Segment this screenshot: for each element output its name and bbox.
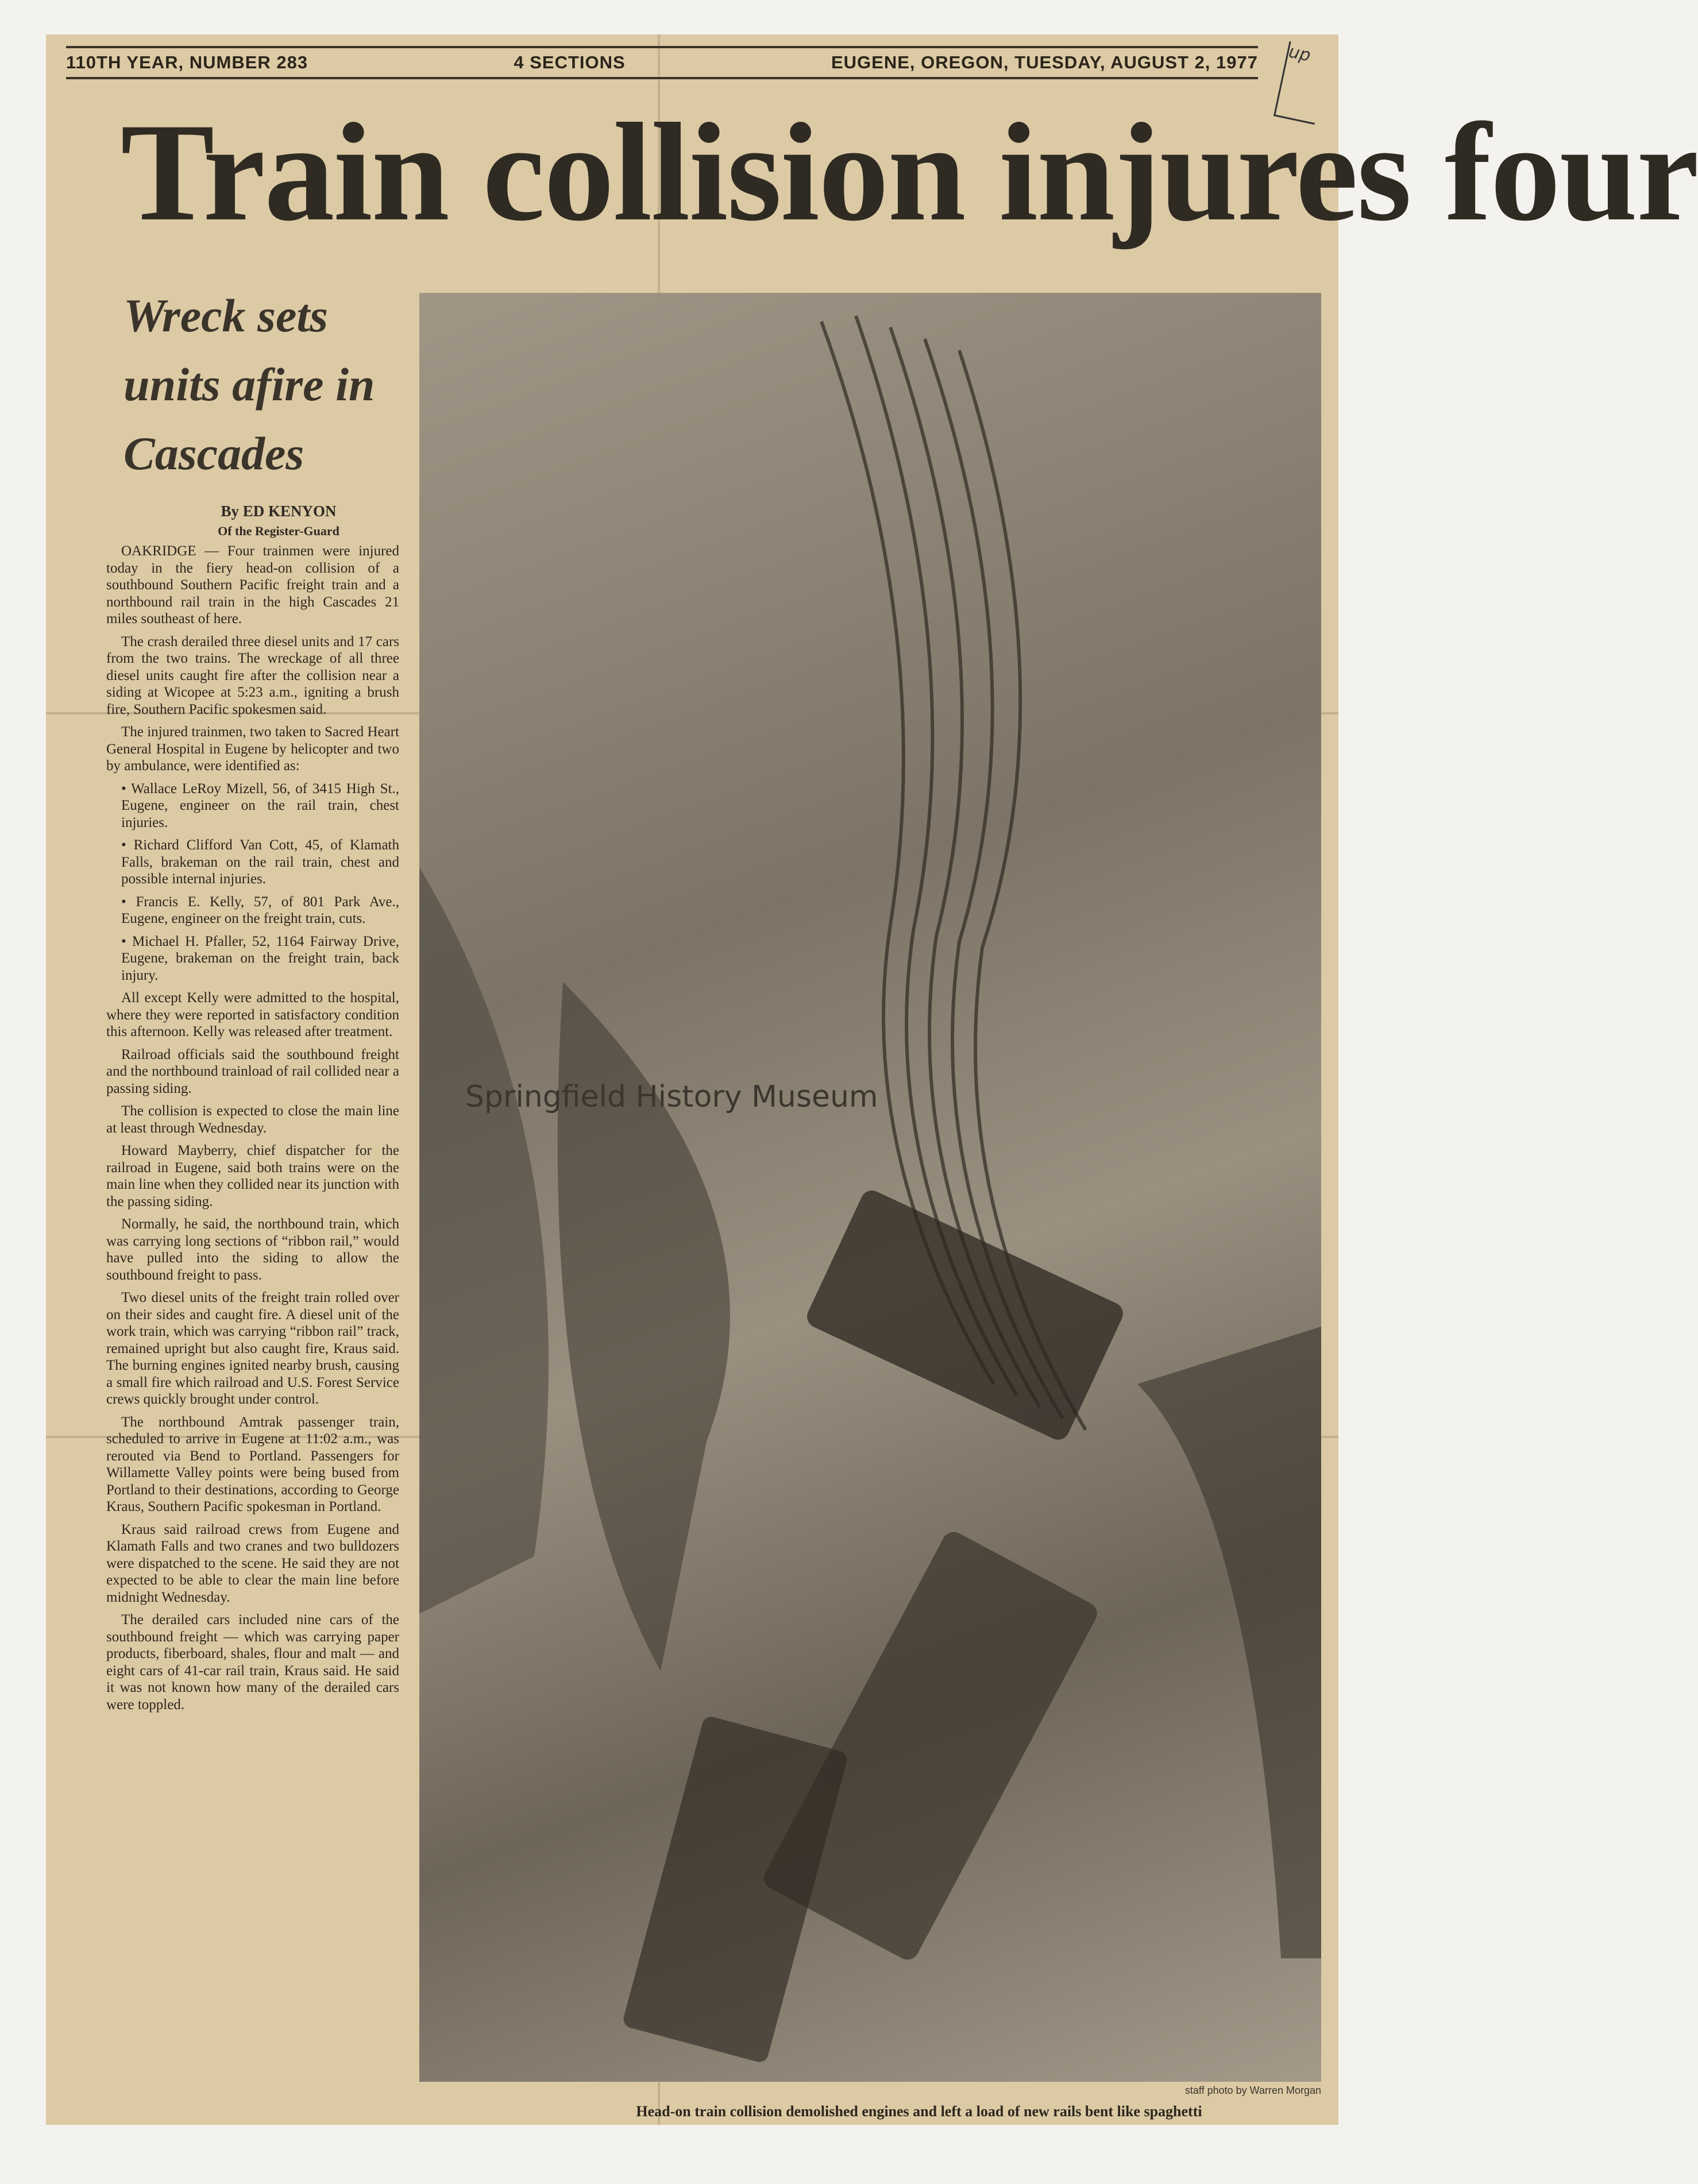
byline-affiliation: Of the Register-Guard	[218, 524, 339, 538]
masthead	[66, 46, 1258, 79]
injured-list-item: • Francis E. Kelly, 57, of 801 Park Ave., Eugene, engineer on the freight train, cuts.	[121, 894, 399, 926]
injured-list-item: • Wallace LeRoy Mizell, 56, of 3415 High St., Eugene, engineer on the rail train, chest injuries.	[121, 780, 399, 830]
article-paragraph: Railroad officials said the southbound freight and the northbound trainload of rail collided near a passing siding.	[106, 1046, 399, 1096]
wreck-photo	[419, 293, 1321, 2082]
article-paragraph: The crash derailed three diesel units and 17 cars from the two trains. The wreckage of all three diesel units caught fire after the collision near a siding at Wicopee at 5:23 a.m., igniting a brush fire, Southern Pacific spokesmen said.	[106, 633, 399, 717]
handwritten-note: up	[1274, 41, 1330, 125]
article-paragraph: OAKRIDGE — Four trainmen were injured today in the fiery head-on collision of a southbound Southern Pacific freight train and a northbound rail train in the high Cascades 21 miles southeast of here.	[106, 543, 399, 627]
museum-watermark: Springfield History Museum	[465, 1080, 878, 1114]
dateline: EUGENE, OREGON, TUESDAY, AUGUST 2, 1977	[831, 52, 1258, 72]
headline: Train collision injures four	[121, 94, 1698, 250]
injured-list-item: • Richard Clifford Van Cott, 45, of Klamath Falls, brakeman on the rail train, chest and possible internal injuries.	[121, 837, 399, 887]
article-paragraph: Kraus said railroad crews from Eugene and Klamath Falls and two cranes and two bulldozers were dispatched to the scene. He said they are not expected to be able to clear the main line before midnight Wednesday.	[106, 1521, 399, 1605]
photo-credit: staff photo by Warren Morgan	[1184, 2085, 1321, 2096]
article-paragraph: The injured trainmen, two taken to Sacred Heart General Hospital in Eugene by helicopter and two by ambulance, were identified as:	[106, 724, 399, 774]
article-paragraph: Howard Mayberry, chief dispatcher for the railroad in Eugene, said both trains were on the main line when they collided near its junction with the passing siding.	[106, 1143, 399, 1209]
issue-number: 110TH YEAR, NUMBER 283	[66, 52, 308, 72]
subheadline: Wreck sets units afire in Cascades	[124, 289, 375, 480]
article-paragraph: Normally, he said, the northbound train, which was carrying long sections of “ribbon rail,” would have pulled into the siding to allow the southbound freight to pass.	[106, 1216, 399, 1283]
wreck-photo-illustration	[419, 293, 1321, 2082]
article-paragraph: The derailed cars included nine cars of the southbound freight — which was carrying paper products, fiberboard, shales, flour and malt — and eight cars of 41-car rail train, Kraus said. He said it was not known how many of the derailed cars were toppled.	[106, 1612, 399, 1713]
article-paragraph: Two diesel units of the freight train rolled over on their sides and caught fire. A diesel unit of the work train, which was carrying “ribbon rail” track, remained upright but also caught fire, Kraus said. The burning engines ignited nearby brush, causing a small fire which railroad and U.S. Forest Service crews quickly brought under control.	[106, 1290, 399, 1407]
article-paragraph: All except Kelly were admitted to the hospital, where they were reported in satisfactory condition this afternoon. Kelly was released after treatment.	[106, 990, 399, 1039]
photo-caption: Head-on train collision demolished engines and left a load of new rails bent like spaghetti	[636, 2103, 1202, 2120]
sections-count: 4 SECTIONS	[514, 52, 626, 72]
injured-list-item: • Michael H. Pfaller, 52, 1164 Fairway Drive, Eugene, brakeman on the freight train, back injury.	[121, 933, 399, 983]
article-body	[106, 543, 399, 1719]
article-paragraph: The northbound Amtrak passenger train, scheduled to arrive in Eugene at 11:02 a.m., was rerouted via Bend to Portland. Passengers for Willamette Valley points were being bused from Portland to their destinations, according to George Kraus, Southern Pacific spokesman in Portland.	[106, 1414, 399, 1514]
article-paragraph: The collision is expected to close the main line at least through Wednesday.	[106, 1103, 399, 1136]
byline: By ED KENYON	[221, 502, 337, 520]
